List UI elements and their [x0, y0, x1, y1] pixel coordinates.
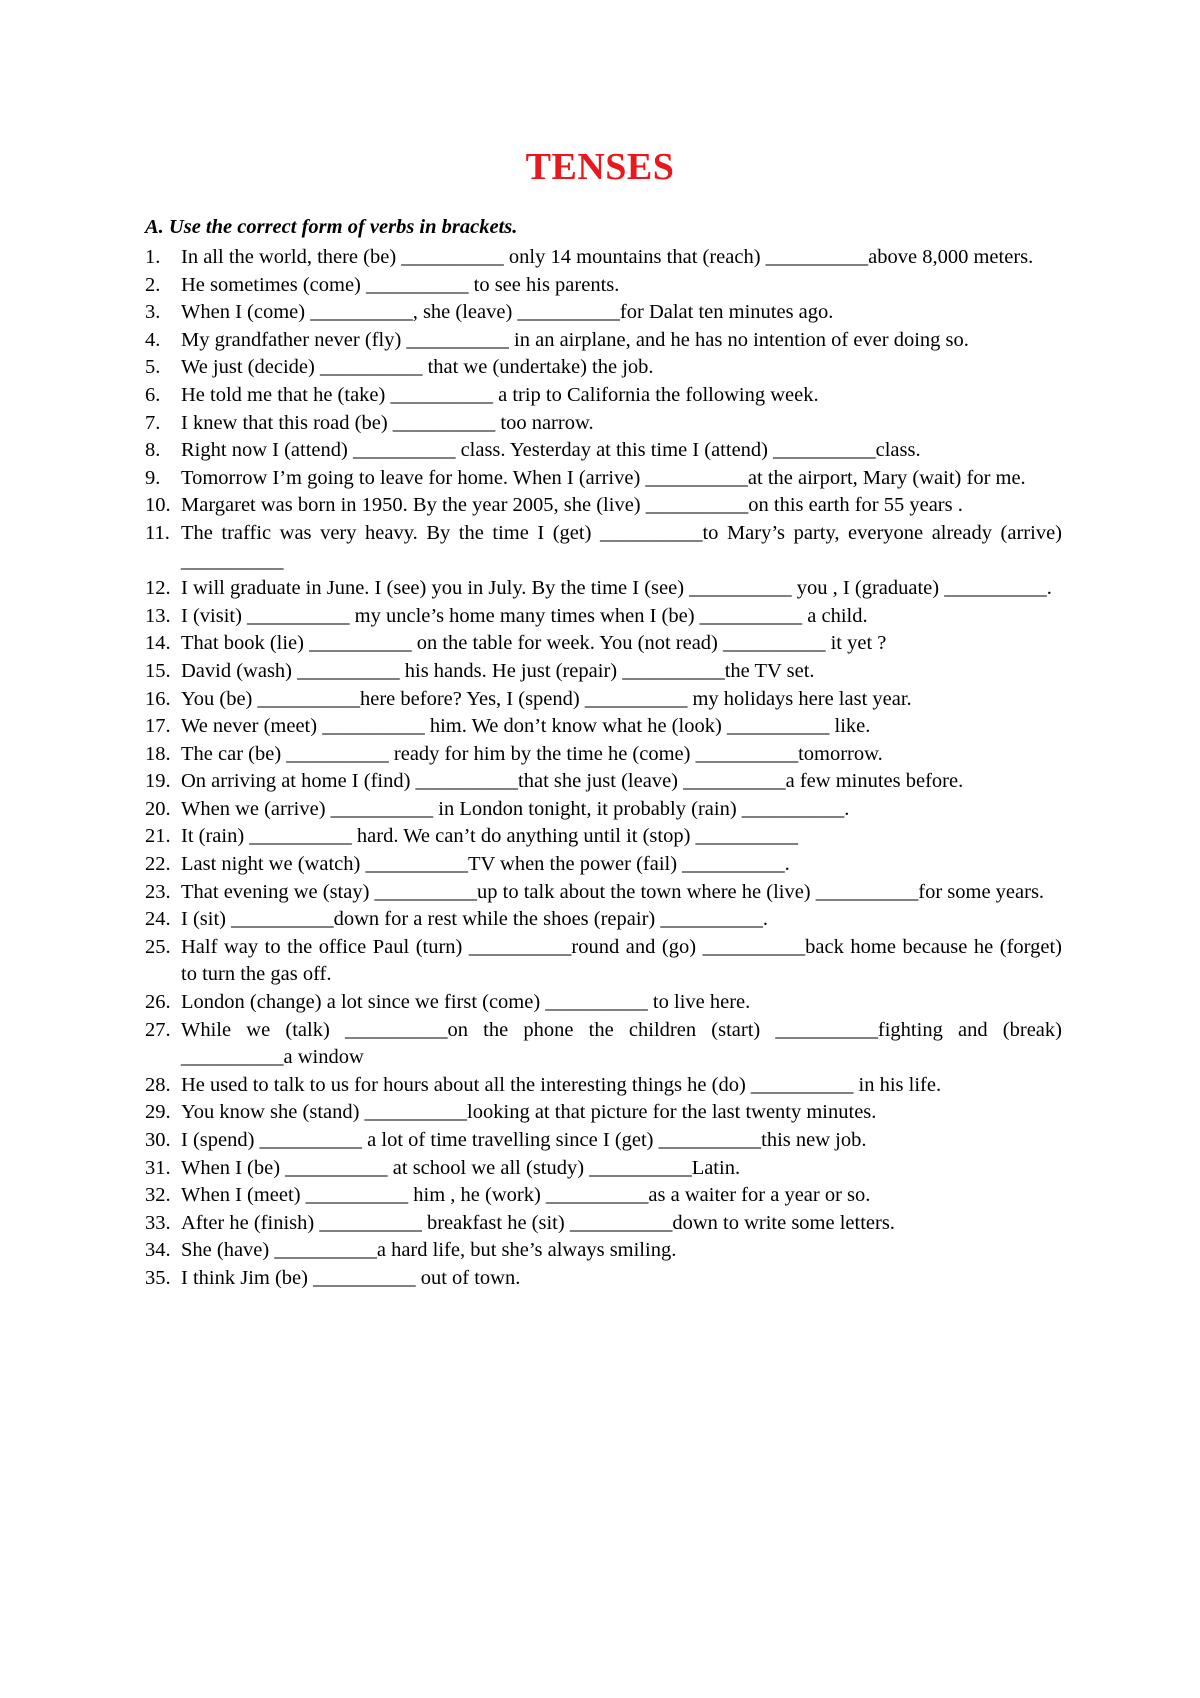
- exercise-item: [145, 658, 1062, 686]
- exercise-item: [145, 272, 1062, 300]
- exercise-item: [145, 520, 1062, 575]
- exercise-text: When I (be) __________ at school we all (study) __________Latin.: [181, 1156, 741, 1179]
- exercise-item: [145, 1017, 1062, 1072]
- exercise-text: He sometimes (come) __________ to see his parents.: [181, 273, 620, 296]
- exercise-number: 26.: [145, 991, 171, 1014]
- exercise-number: 7.: [145, 411, 161, 434]
- exercise-item: [145, 768, 1062, 796]
- exercise-item: [145, 1072, 1062, 1100]
- exercise-number: 21.: [145, 825, 171, 848]
- exercise-item: [145, 244, 1062, 272]
- exercise-text: I (visit) __________ my uncle’s home many times when I (be) __________ a child.: [181, 604, 868, 627]
- exercise-number: 1.: [145, 246, 161, 268]
- exercise-text: While we (talk) __________on the phone the children (start) __________fighting and (break) __________a window: [181, 1018, 1062, 1069]
- exercise-number: 25.: [145, 935, 171, 958]
- exercise-text: That book (lie) __________ on the table for week. You (not read) __________ it yet ?: [181, 632, 887, 655]
- exercise-text: Right now I (attend) __________ class. Yesterday at this time I (attend) __________class.: [181, 439, 921, 462]
- exercise-number: 27.: [145, 1018, 171, 1041]
- exercise-item: [145, 299, 1062, 327]
- exercise-text: Last night we (watch) __________TV when the power (fail) __________.: [181, 853, 790, 876]
- exercise-item: [145, 492, 1062, 520]
- exercise-number: 2.: [145, 273, 161, 296]
- exercise-number: 33.: [145, 1211, 171, 1234]
- exercise-number: 16.: [145, 687, 171, 710]
- exercise-text: You (be) __________here before? Yes, I (spend) __________ my holidays here last year.: [181, 687, 912, 710]
- exercise-text: I (spend) __________ a lot of time travelling since I (get) __________this new job.: [181, 1129, 867, 1151]
- exercise-item: [145, 851, 1062, 879]
- exercise-text: On arriving at home I (find) __________that she just (leave) __________a few minutes before.: [181, 770, 964, 793]
- exercise-text: My grandfather never (fly) __________ in an airplane, and he has no intention of ever doing so.: [181, 328, 969, 351]
- page-title: TENSES: [525, 146, 675, 188]
- exercise-number: 22.: [145, 853, 171, 876]
- exercise-item: [145, 823, 1062, 851]
- exercise-text: We never (meet) __________ him. We don’t know what he (look) __________ like.: [181, 715, 871, 738]
- exercise-text: When we (arrive) __________ in London tonight, it probably (rain) __________.: [181, 797, 850, 820]
- section-instruction: A. Use the correct form of verbs in brackets.: [145, 216, 518, 238]
- exercise-text: After he (finish) __________ breakfast he (sit) __________down to write some letters.: [181, 1211, 895, 1234]
- exercise-item: [145, 934, 1062, 989]
- exercise-number: 17.: [145, 715, 171, 738]
- exercise-text: In all the world, there (be) __________ only 14 mountains that (reach) __________above 8,000 meters.: [181, 246, 1034, 268]
- exercise-number: 5.: [145, 356, 161, 379]
- exercise-item: [145, 410, 1062, 438]
- exercise-text: I (sit) __________down for a rest while the shoes (repair) __________.: [181, 908, 768, 931]
- exercise-text: Margaret was born in 1950. By the year 2005, she (live) __________on this earth for 55 years .: [181, 494, 963, 517]
- exercise-number: 34.: [145, 1239, 171, 1262]
- exercise-number: 11.: [145, 521, 170, 544]
- exercise-number: 14.: [145, 632, 171, 655]
- exercise-text: That evening we (stay) __________up to talk about the town where he (live) __________for some years.: [181, 880, 1045, 903]
- exercise-text: He told me that he (take) __________ a trip to California the following week.: [181, 383, 819, 406]
- exercise-item: [145, 1155, 1062, 1183]
- exercise-text: Tomorrow I’m going to leave for home. When I (arrive) __________at the airport, Mary (wait) for me.: [181, 466, 1026, 489]
- exercise-text: The car (be) __________ ready for him by the time he (come) __________tomorrow.: [181, 742, 883, 765]
- exercise-item: [145, 713, 1062, 741]
- exercise-text: When I (meet) __________ him , he (work) __________as a waiter for a year or so.: [181, 1184, 871, 1207]
- exercise-text: I think Jim (be) __________ out of town.: [181, 1266, 521, 1289]
- exercise-number: 12.: [145, 577, 171, 600]
- exercise-text: London (change) a lot since we first (come) __________ to live here.: [181, 991, 751, 1014]
- exercise-text: The traffic was very heavy. By the time I (get) __________to Mary’s party, everyone already (arrive) __________: [181, 521, 1062, 572]
- exercise-item: [145, 575, 1062, 603]
- exercise-text: I will graduate in June. I (see) you in July. By the time I (see) __________ you , I (graduate) __________.: [181, 577, 1052, 600]
- exercise-item: [145, 437, 1062, 465]
- exercise-number: 8.: [145, 439, 161, 462]
- exercise-text: You know she (stand) __________looking at that picture for the last twenty minutes.: [181, 1101, 877, 1124]
- exercise-item: [145, 1237, 1062, 1265]
- exercise-item: [145, 796, 1062, 824]
- exercise-number: 19.: [145, 770, 171, 793]
- exercise-number: 28.: [145, 1073, 171, 1096]
- exercise-number: 15.: [145, 659, 171, 682]
- exercise-list: [145, 244, 1062, 1293]
- exercise-number: 20.: [145, 797, 171, 820]
- exercise-item: [145, 465, 1062, 493]
- exercise-text: When I (come) __________, she (leave) __________for Dalat ten minutes ago.: [181, 301, 834, 324]
- exercise-text: I knew that this road (be) __________ too narrow.: [181, 411, 594, 434]
- exercise-number: 9.: [145, 466, 161, 489]
- exercise-text: She (have) __________a hard life, but she’s always smiling.: [181, 1239, 677, 1262]
- exercise-item: [145, 354, 1062, 382]
- exercise-item: [145, 1127, 1062, 1155]
- exercise-number: 29.: [145, 1101, 171, 1124]
- exercise-number: 18.: [145, 742, 171, 765]
- exercise-item: [145, 327, 1062, 355]
- exercise-item: [145, 1182, 1062, 1210]
- exercise-number: 6.: [145, 383, 161, 406]
- exercise-number: 31.: [145, 1156, 171, 1179]
- exercise-item: [145, 741, 1062, 769]
- exercise-item: [145, 603, 1062, 631]
- exercise-number: 13.: [145, 604, 171, 627]
- exercise-item: [145, 989, 1062, 1017]
- exercise-text: He used to talk to us for hours about all the interesting things he (do) __________ in his life.: [181, 1073, 942, 1096]
- exercise-number: 24.: [145, 908, 171, 931]
- exercise-text: David (wash) __________ his hands. He just (repair) __________the TV set.: [181, 659, 815, 682]
- exercise-item: [145, 1265, 1062, 1293]
- exercise-number: 23.: [145, 880, 171, 903]
- exercise-item: [145, 686, 1062, 714]
- exercise-number: 35.: [145, 1266, 171, 1289]
- exercise-item: [145, 906, 1062, 934]
- exercise-number: 10.: [145, 494, 171, 517]
- exercise-number: 4.: [145, 328, 161, 351]
- exercise-number: 3.: [145, 301, 161, 324]
- exercise-item: [145, 1099, 1062, 1127]
- exercise-item: [145, 1210, 1062, 1238]
- exercise-text: It (rain) __________ hard. We can’t do anything until it (stop) __________: [181, 825, 799, 848]
- exercise-item: [145, 879, 1062, 907]
- exercise-text: We just (decide) __________ that we (undertake) the job.: [181, 356, 654, 379]
- exercise-item: [145, 382, 1062, 410]
- exercise-number: 30.: [145, 1129, 171, 1151]
- exercise-text: Half way to the office Paul (turn) __________round and (go) __________back home because he (forget) to turn the gas off.: [181, 935, 1062, 986]
- exercise-item: [145, 630, 1062, 658]
- exercise-number: 32.: [145, 1184, 171, 1207]
